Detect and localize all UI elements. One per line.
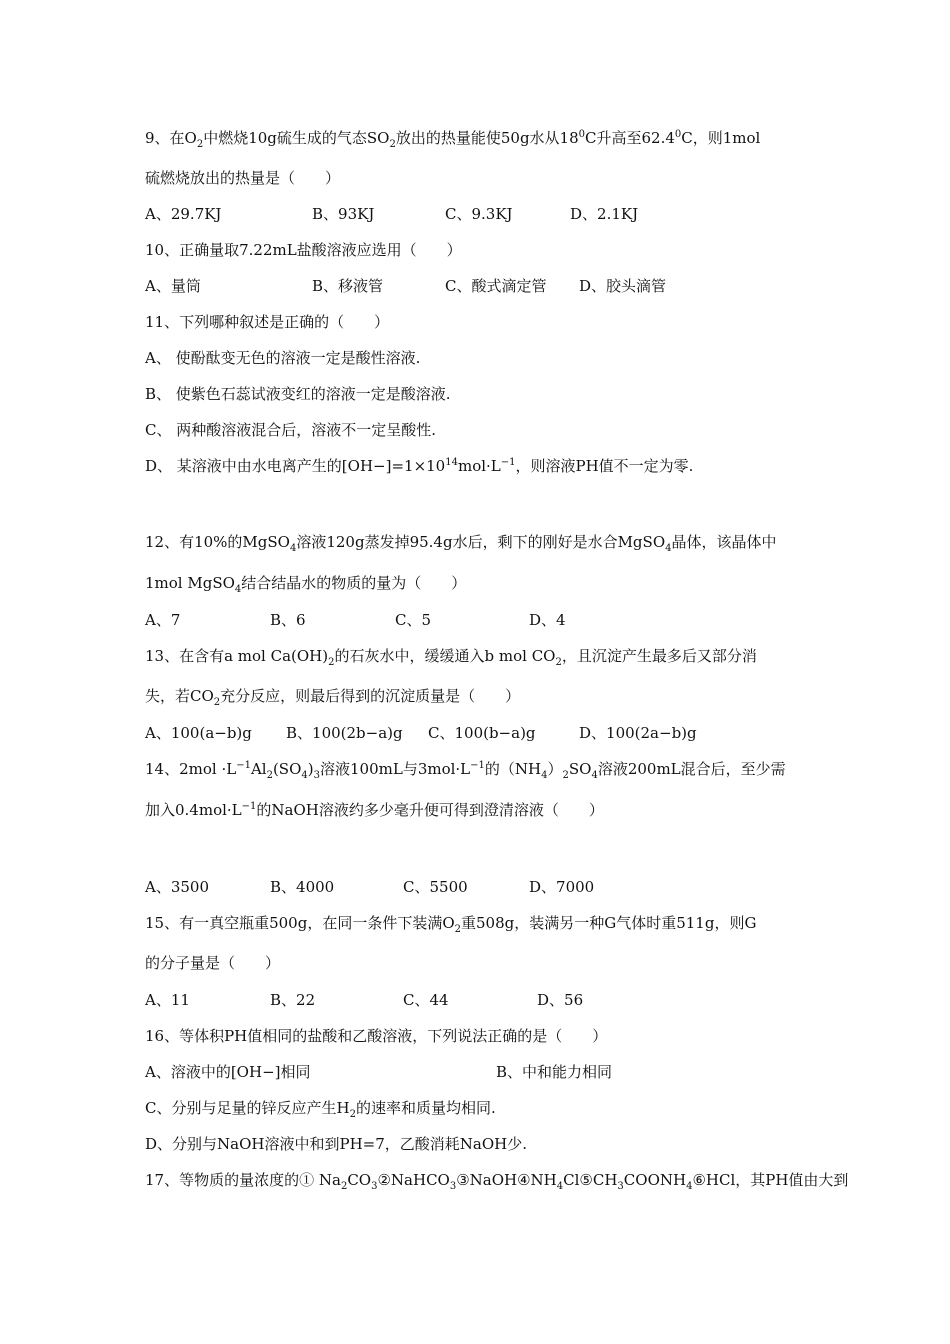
q13-option-c: C、100(b−a)g bbox=[428, 724, 536, 742]
q10-option-a: A、量筒 bbox=[145, 277, 201, 295]
q13-stem-line1: 13、在含有a mol $Ca(OH)_2$的石灰水中，缓缓通入b mol $CO_2$，且沉淀产生最多后又部分消 bbox=[145, 647, 757, 668]
q15-option-b: B、22 bbox=[270, 991, 316, 1009]
q17-stem-line1: 17、等物质的量浓度的① $Na_2CO_3②NaHCO_3③NaOH④NH_4Cl⑤CH_3COONH_4⑥HCl$，其PH值由大到 bbox=[145, 1171, 849, 1192]
q11-option-c: C、 两种酸溶液混合后，溶液不一定呈酸性. bbox=[145, 421, 437, 439]
q14-stem-line1: 14、$2mol \cdot L^{-1}Al_2(SO_4)_3$溶液100mL与$3mol\cdot L^{-1}$的$(NH_4)_2SO_4$溶液200mL混合后，至少需 bbox=[145, 760, 786, 781]
q10-option-d: D、胶头滴管 bbox=[579, 277, 667, 295]
q9-stem-line2: 硫燃烧放出的热量是（ ） bbox=[145, 169, 341, 187]
q9-option-a: A、29.7KJ bbox=[145, 205, 222, 223]
q10-option-c: C、酸式滴定管 bbox=[445, 277, 547, 295]
q15-stem-line1: 15、有一真空瓶重500g，在同一条件下装满$O_2$重508g，装满另一种G气体时重511g，则G bbox=[145, 914, 757, 935]
q12-option-c: C、5 bbox=[395, 611, 432, 629]
q14-option-b: B、4000 bbox=[270, 878, 335, 896]
q13-option-a: A、100(a−b)g bbox=[145, 724, 252, 742]
q9-option-d: D、2.1KJ bbox=[570, 205, 639, 223]
q10-option-b: B、移液管 bbox=[312, 277, 384, 295]
q13-option-b: B、100(2b−a)g bbox=[286, 724, 403, 742]
q12-stem-line1: 12、有10%的MgSO$_4$溶液120g蒸发掉95.4g水后，剩下的刚好是水合MgSO$_4$晶体，该晶体中 bbox=[145, 533, 777, 554]
q16-option-c: C、分别与足量的锌反应产生$H_2$的速率和质量均相同. bbox=[145, 1099, 496, 1120]
q14-option-c: C、5500 bbox=[403, 878, 468, 896]
q16-stem: 16、等体积PH值相同的盐酸和乙酸溶液，下列说法正确的是（ ） bbox=[145, 1027, 608, 1045]
q15-option-c: C、44 bbox=[403, 991, 449, 1009]
q11-stem: 11、下列哪种叙述是正确的（ ） bbox=[145, 313, 390, 331]
q10-stem: 10、正确量取7.22mL盐酸溶液应选用（ ） bbox=[145, 241, 462, 259]
q12-option-a: A、7 bbox=[145, 611, 181, 629]
q13-stem-line2: 失，若$CO_2$充分反应，则最后得到的沉淀质量是（ ） bbox=[145, 687, 521, 708]
q16-option-a: A、溶液中的[OH−]相同 bbox=[145, 1063, 311, 1081]
q14-stem-line2: 加入$0.4mol\cdot L^{-1}$的NaOH溶液约多少毫升便可得到澄清溶液（ ） bbox=[145, 801, 604, 819]
q11-option-a: A、 使酚酞变无色的溶液一定是酸性溶液. bbox=[145, 349, 421, 367]
q15-options bbox=[145, 990, 845, 1010]
q13-options bbox=[145, 723, 845, 743]
q9-option-c: C、9.3KJ bbox=[445, 205, 513, 223]
q9-stem-line1: 9、在$O_2$中燃烧10g硫生成的气态$SO_2$放出的热量能使50g水从$18^0C$升高至62.4$^0$C，则1mol bbox=[145, 129, 761, 150]
q12-stem-line2: 1mol MgSO$_4$结合结晶水的物质的量为（ ） bbox=[145, 574, 467, 595]
q16-option-b: B、中和能力相同 bbox=[496, 1063, 613, 1081]
q15-option-d: D、56 bbox=[537, 991, 584, 1009]
q12-option-b: B、6 bbox=[270, 611, 306, 629]
q9-options bbox=[145, 204, 845, 224]
q16-options-ab bbox=[145, 1062, 845, 1082]
q11-option-d: D、 某溶液中由水电离产生的$[OH-]=1\times 10^{14}mol\cdot L^{-1}$，则溶液PH值不一定为零. bbox=[145, 457, 694, 475]
q11-option-b: B、 使紫色石蕊试液变红的溶液一定是酸溶液. bbox=[145, 385, 451, 403]
q16-option-d: D、分别与NaOH溶液中和到PH=7，乙酸消耗NaOH少. bbox=[145, 1135, 527, 1153]
q12-option-d: D、4 bbox=[529, 611, 566, 629]
q15-option-a: A、11 bbox=[145, 991, 190, 1009]
q14-option-d: D、7000 bbox=[529, 878, 595, 896]
q13-option-d: D、100(2a−b)g bbox=[579, 724, 697, 742]
q10-options bbox=[145, 276, 845, 296]
q14-options bbox=[145, 877, 845, 897]
q14-option-a: A、3500 bbox=[145, 878, 210, 896]
q9-option-b: B、93KJ bbox=[312, 205, 375, 223]
q15-stem-line2: 的分子量是（ ） bbox=[145, 954, 281, 972]
q12-options bbox=[145, 610, 845, 630]
